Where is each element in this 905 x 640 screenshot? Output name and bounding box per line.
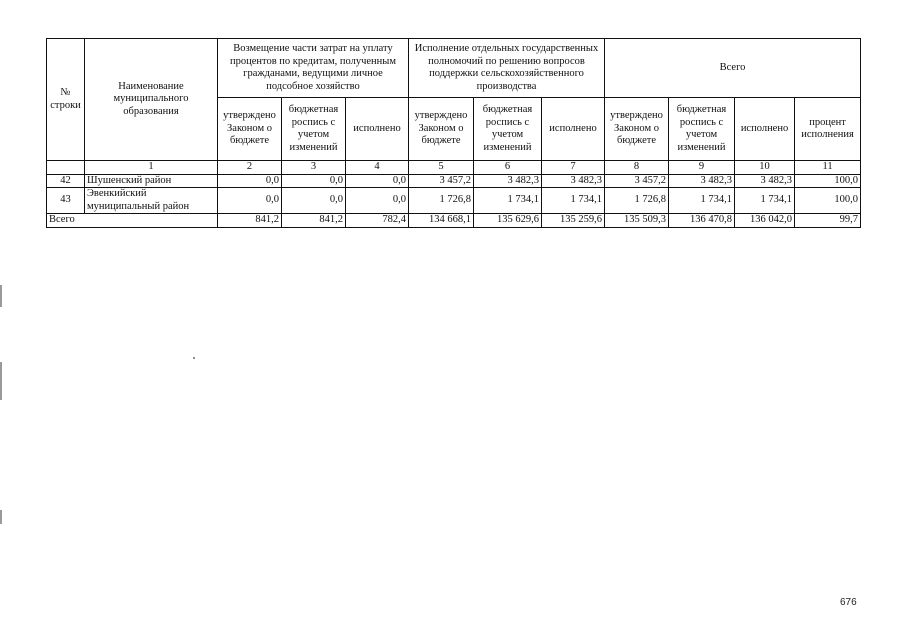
header-group-total: Всего bbox=[605, 39, 861, 98]
column-number: 11 bbox=[795, 161, 861, 175]
row-number-cell: 43 bbox=[47, 188, 85, 214]
value-cell: 0,0 bbox=[282, 174, 346, 188]
column-number: 5 bbox=[409, 161, 474, 175]
total-percent-cell: 99,7 bbox=[795, 214, 861, 228]
header-approved: утверждено Законом о бюджете bbox=[605, 98, 669, 161]
budget-table bbox=[46, 38, 861, 228]
value-cell: 1 734,1 bbox=[542, 188, 605, 214]
header-budget-schedule: бюджетная роспись с учетом изменений bbox=[282, 98, 346, 161]
header-municipality-name: Наименование муниципального образования bbox=[85, 39, 218, 161]
total-value-cell: 135 629,6 bbox=[474, 214, 542, 228]
page-number: 676 bbox=[840, 597, 857, 608]
municipality-name-cell: Шушенский район bbox=[85, 174, 218, 188]
value-cell: 3 482,3 bbox=[669, 174, 735, 188]
table-row bbox=[47, 188, 861, 214]
scan-edge-mark bbox=[0, 510, 2, 524]
header-executed: исполнено bbox=[735, 98, 795, 161]
value-cell: 3 482,3 bbox=[474, 174, 542, 188]
total-row bbox=[47, 214, 861, 228]
header-executed: исполнено bbox=[346, 98, 409, 161]
header-executed: исполнено bbox=[542, 98, 605, 161]
column-number: 1 bbox=[85, 161, 218, 175]
value-cell: 3 482,3 bbox=[735, 174, 795, 188]
column-number-row bbox=[47, 161, 861, 175]
percent-cell: 100,0 bbox=[795, 188, 861, 214]
total-value-cell: 841,2 bbox=[282, 214, 346, 228]
total-value-cell: 136 470,8 bbox=[669, 214, 735, 228]
header-percent: процент исполнения bbox=[795, 98, 861, 161]
column-number: 8 bbox=[605, 161, 669, 175]
column-number: 7 bbox=[542, 161, 605, 175]
scan-edge-mark bbox=[0, 362, 2, 400]
percent-cell: 100,0 bbox=[795, 174, 861, 188]
value-cell: 0,0 bbox=[346, 174, 409, 188]
header-approved: утверждено Законом о бюджете bbox=[218, 98, 282, 161]
value-cell: 0,0 bbox=[218, 174, 282, 188]
row-number-cell: 42 bbox=[47, 174, 85, 188]
header-row-groups bbox=[47, 39, 861, 98]
column-number: 2 bbox=[218, 161, 282, 175]
total-label: Всего bbox=[47, 214, 218, 228]
column-number: 9 bbox=[669, 161, 735, 175]
value-cell: 3 457,2 bbox=[409, 174, 474, 188]
header-group-interest-compensation: Возмещение части затрат на уплату процентов по кредитам, полученным гражданами, ведущими личное подсобное хозяйство bbox=[218, 39, 409, 98]
total-value-cell: 136 042,0 bbox=[735, 214, 795, 228]
value-cell: 0,0 bbox=[282, 188, 346, 214]
value-cell: 0,0 bbox=[346, 188, 409, 214]
value-cell: 3 457,2 bbox=[605, 174, 669, 188]
column-number: 10 bbox=[735, 161, 795, 175]
column-number-blank bbox=[47, 161, 85, 175]
header-row-number: № строки bbox=[47, 39, 85, 161]
value-cell: 1 734,1 bbox=[474, 188, 542, 214]
scan-speck bbox=[193, 357, 195, 359]
value-cell: 1 726,8 bbox=[605, 188, 669, 214]
total-value-cell: 135 259,6 bbox=[542, 214, 605, 228]
value-cell: 0,0 bbox=[218, 188, 282, 214]
table-row bbox=[47, 174, 861, 188]
value-cell: 1 734,1 bbox=[735, 188, 795, 214]
header-budget-schedule: бюджетная роспись с учетом изменений bbox=[474, 98, 542, 161]
value-cell: 1 734,1 bbox=[669, 188, 735, 214]
scan-edge-mark bbox=[0, 285, 2, 307]
total-value-cell: 782,4 bbox=[346, 214, 409, 228]
total-value-cell: 135 509,3 bbox=[605, 214, 669, 228]
municipality-name-cell: Эвенкийский муниципальный район bbox=[85, 188, 218, 214]
header-approved: утверждено Законом о бюджете bbox=[409, 98, 474, 161]
column-number: 6 bbox=[474, 161, 542, 175]
column-number: 4 bbox=[346, 161, 409, 175]
total-value-cell: 134 668,1 bbox=[409, 214, 474, 228]
value-cell: 1 726,8 bbox=[409, 188, 474, 214]
header-group-state-powers: Исполнение отдельных государственных полномочий по решению вопросов поддержки сельскохозяйственного производства bbox=[409, 39, 605, 98]
value-cell: 3 482,3 bbox=[542, 174, 605, 188]
header-budget-schedule: бюджетная роспись с учетом изменений bbox=[669, 98, 735, 161]
total-value-cell: 841,2 bbox=[218, 214, 282, 228]
column-number: 3 bbox=[282, 161, 346, 175]
